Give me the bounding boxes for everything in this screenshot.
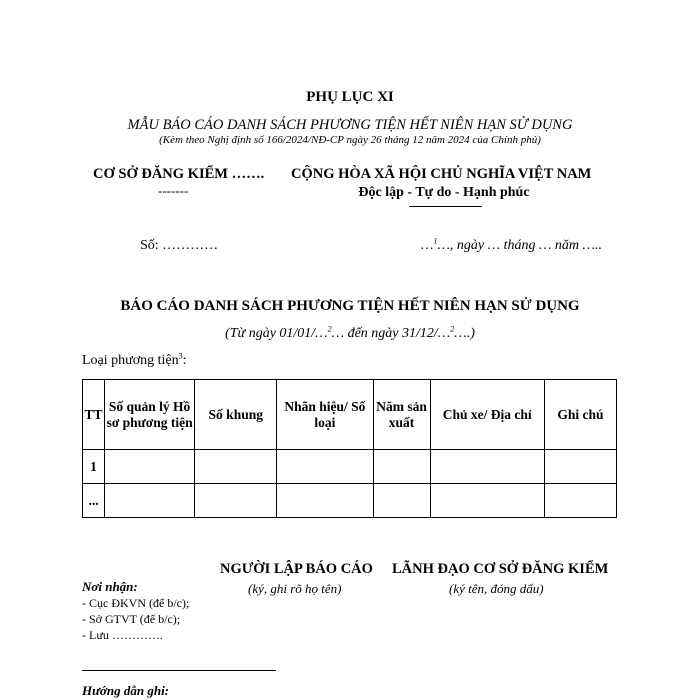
col-header-year: Năm sản xuất (373, 380, 430, 450)
table-row (83, 484, 617, 518)
report-period (0, 326, 700, 342)
table-cell (105, 484, 195, 518)
table-cell (277, 450, 373, 484)
table-header-row (83, 380, 617, 450)
period-end: … đến ngày 31/12/… (331, 326, 451, 341)
table-cell (277, 484, 373, 518)
agency-divider: ------- (158, 183, 189, 198)
table-cell (544, 484, 616, 518)
footnote-ref-1: 1 (433, 236, 438, 246)
period-start: (Từ ngày 01/01/… (225, 326, 328, 341)
footnote-ref-2a: 2 (327, 324, 332, 334)
motto-underline (409, 206, 482, 207)
place-prefix: … (421, 238, 434, 253)
form-title: MẪU BÁO CÁO DANH SÁCH PHƯƠNG TIỆN HẾT NIÊN HẠN SỬ DỤNG (127, 117, 573, 133)
period-close: ….) (454, 326, 475, 341)
col-header-tt: TT (83, 380, 105, 450)
place-and-date (421, 238, 602, 254)
recipient-item: - Lưu …………. (82, 628, 163, 642)
table-cell (105, 450, 195, 484)
footnote-ref-3: 3 (178, 351, 183, 361)
guide-label: Hướng dẫn ghi: (82, 683, 170, 698)
col-header-notes: Ghi chú (544, 380, 616, 450)
vehicle-report-table (82, 379, 617, 518)
vehicle-type-colon: : (182, 353, 187, 368)
document-number: Số: ………… (140, 238, 219, 253)
col-header-record-number: Số quản lý Hồ sơ phương tiện (105, 380, 195, 450)
preparer-signature-note: (ký, ghi rõ họ tên) (248, 581, 342, 596)
leader-title: LÃNH ĐẠO CƠ SỞ ĐĂNG KIỂM (392, 561, 609, 577)
recipient-item: - Cục ĐKVN (để b/c); (82, 596, 190, 610)
date-text: …, ngày … tháng … năm ….. (437, 238, 602, 253)
footnote-separator (82, 670, 276, 671)
agency-name: CƠ SỞ ĐĂNG KIỂM ……. (93, 166, 265, 182)
footnote-ref-2b: 2 (450, 324, 455, 334)
col-header-brand-model: Nhãn hiệu/ Số loại (277, 380, 373, 450)
table-cell (430, 450, 544, 484)
table-cell: 1 (83, 450, 105, 484)
preparer-title: NGƯỜI LẬP BÁO CÁO (220, 561, 373, 577)
table-cell: ... (83, 484, 105, 518)
table-row (83, 450, 617, 484)
country-name: CỘNG HÒA XÃ HỘI CHỦ NGHĨA VIỆT NAM (291, 166, 592, 182)
col-header-owner-address: Chủ xe/ Địa chỉ (430, 380, 544, 450)
table-cell (195, 450, 277, 484)
report-title: BÁO CÁO DANH SÁCH PHƯƠNG TIỆN HẾT NIÊN HẠN SỬ DỤNG (120, 298, 580, 314)
recipient-item: - Sở GTVT (để b/c); (82, 612, 181, 626)
vehicle-type-label (82, 353, 187, 369)
table-cell (544, 450, 616, 484)
decree-note: (Kèm theo Nghị định số 166/2024/NĐ-CP ngày 26 tháng 12 năm 2024 của Chính phủ) (159, 134, 541, 146)
vehicle-type-text: Loại phương tiện (82, 353, 179, 368)
table-cell (430, 484, 544, 518)
national-motto: Độc lập - Tự do - Hạnh phúc (358, 185, 530, 200)
leader-signature-note: (ký tên, đóng dấu) (449, 581, 544, 596)
recipients-label: Nơi nhận: (82, 579, 138, 594)
appendix-title: PHỤ LỤC XI (306, 89, 394, 105)
col-header-chassis-number: Số khung (195, 380, 277, 450)
table-cell (373, 484, 430, 518)
table-cell (195, 484, 277, 518)
table-cell (373, 450, 430, 484)
